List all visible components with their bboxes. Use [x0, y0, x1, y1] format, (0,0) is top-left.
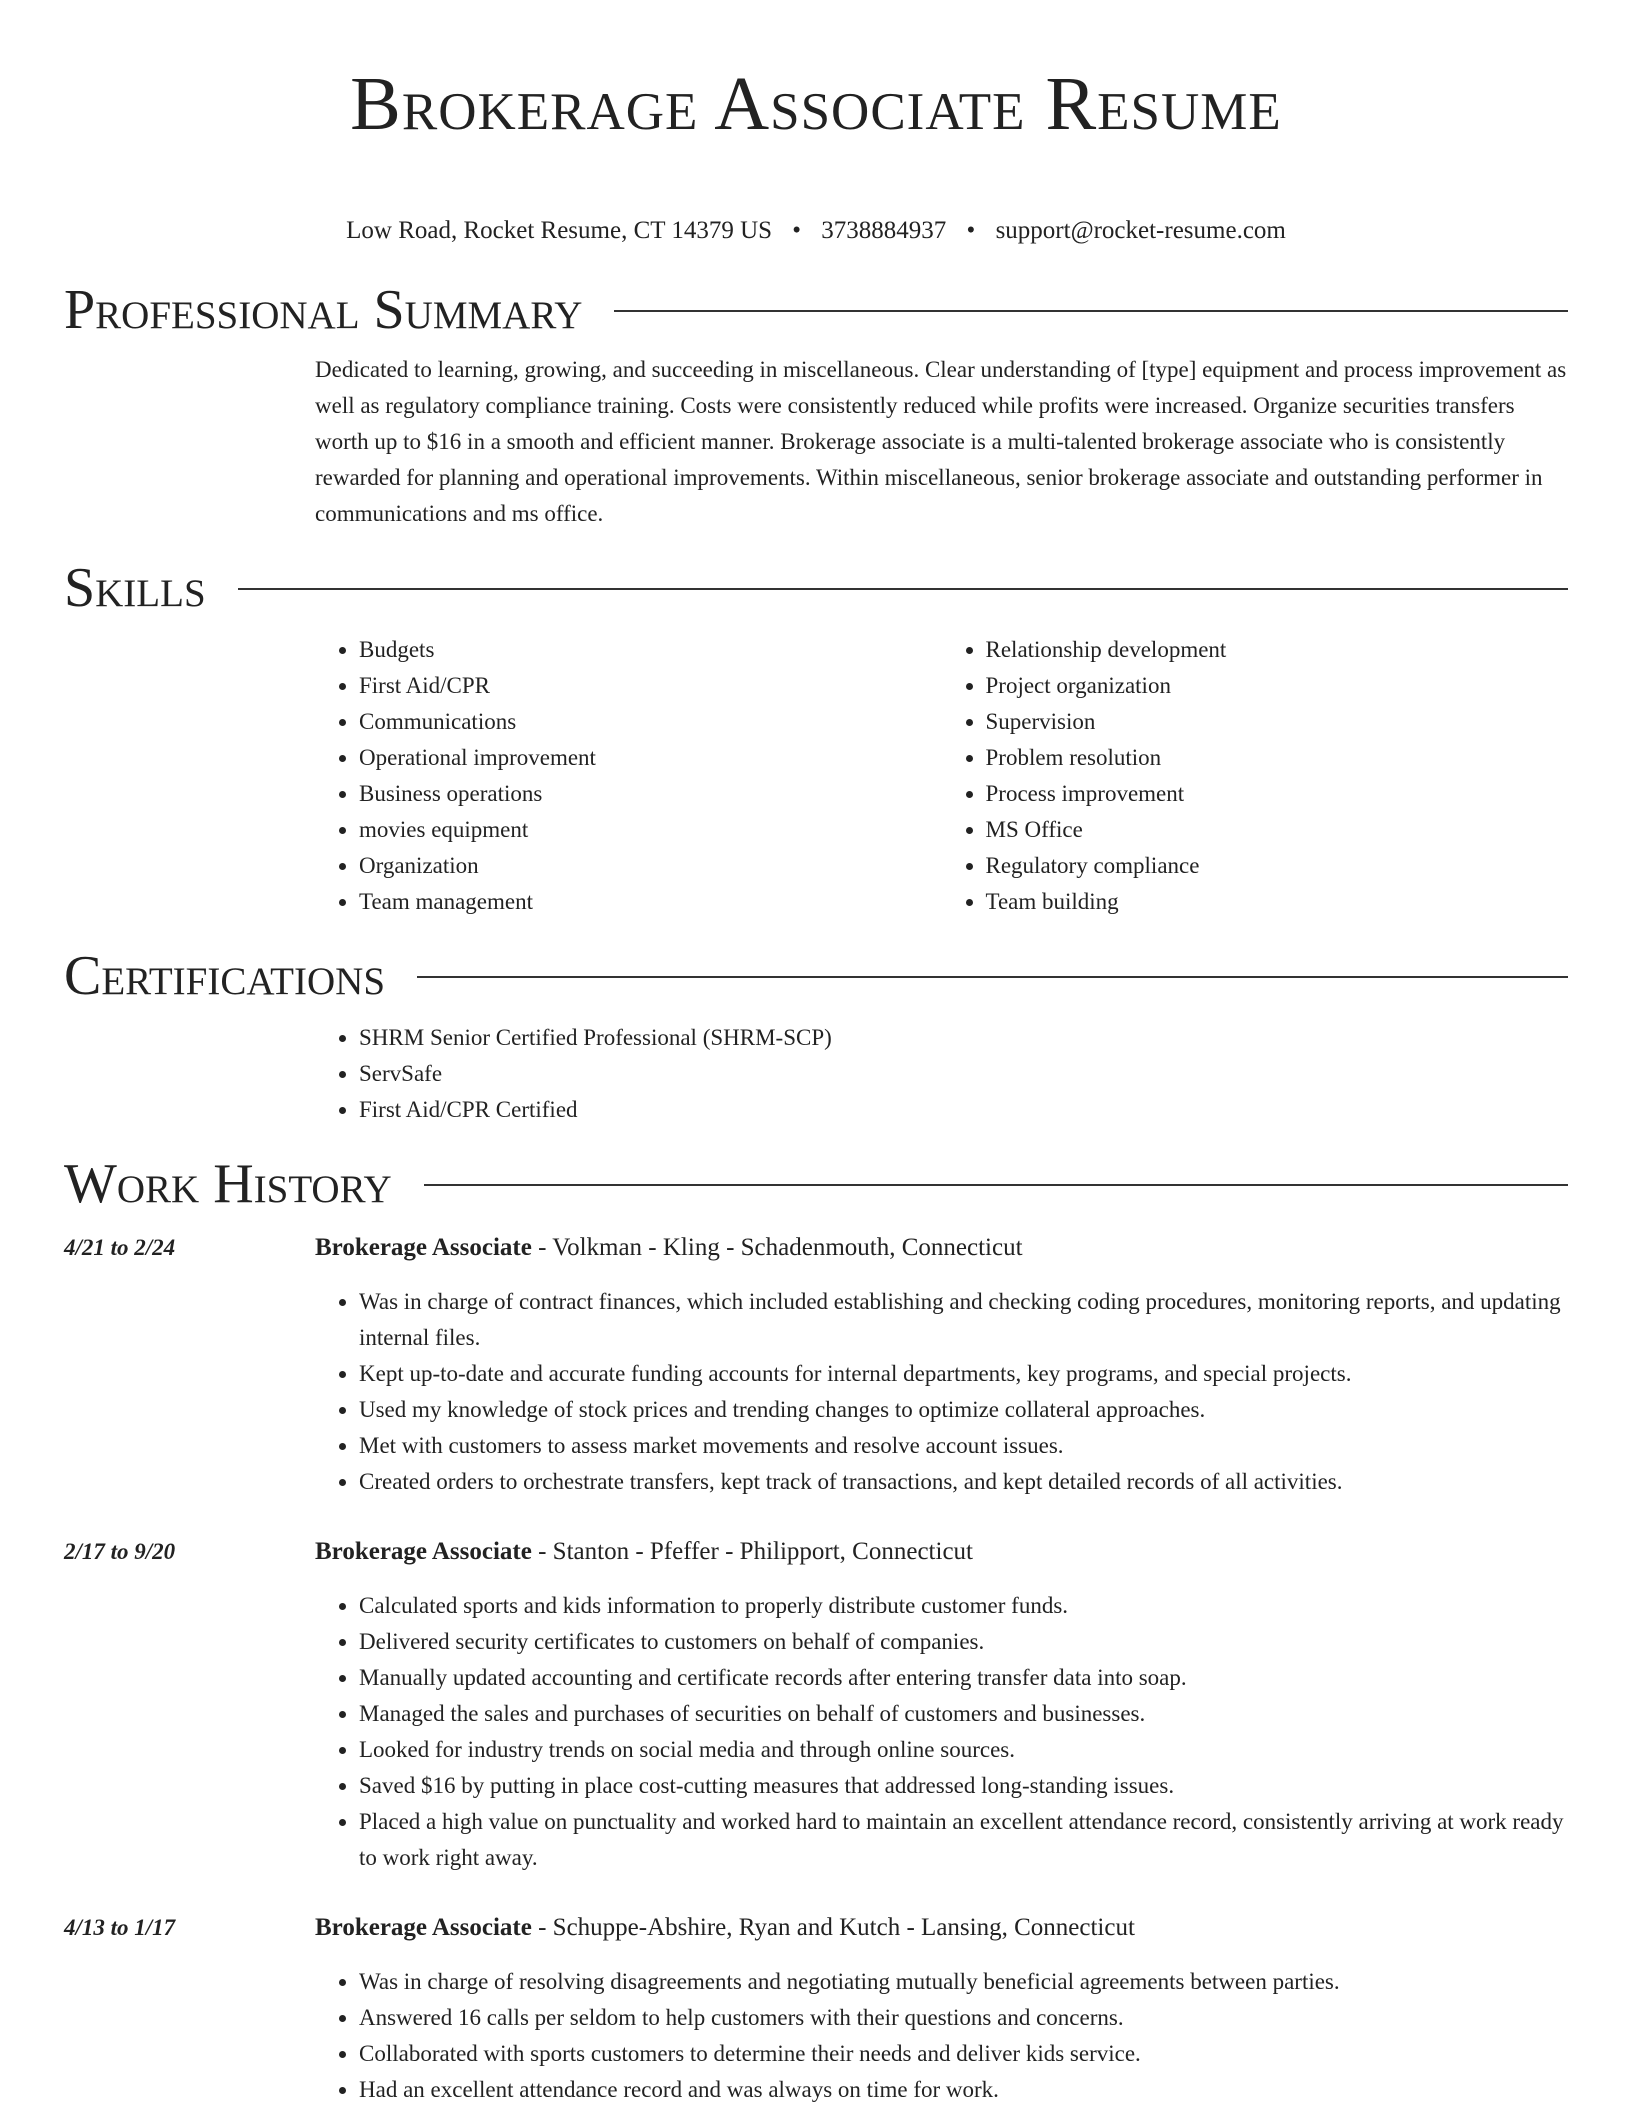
job-bullet: • Was in charge of contract finances, which included establishing and checking coding procedures, monitoring reports, and updating internal files. [359, 1284, 1568, 1356]
skill-item: • Project organization [986, 668, 1569, 704]
job-entry [64, 1534, 1568, 1876]
certification-item: • SHRM Senior Certified Professional (SHRM-SCP) [359, 1020, 1568, 1056]
skill-item: • Process improvement [986, 776, 1569, 812]
job-company: - Volkman - Kling - Schadenmouth, Connecticut [531, 1234, 1023, 1261]
job-dates: 2/17 to 9/20 [64, 1539, 176, 1564]
job-bullets [315, 1964, 1568, 2108]
section-title-skills: Skills [64, 557, 206, 619]
section-header [64, 944, 1568, 1008]
job-bullet: • Manually updated accounting and certificate records after entering transfer data into soap. [359, 1660, 1568, 1696]
job-title-line [315, 1534, 1568, 1570]
section-divider [238, 588, 1568, 590]
job-bullet: • Placed a high value on punctuality and worked hard to maintain an excellent attendance record, consistently arriving at work ready to work right away. [359, 1804, 1568, 1876]
separator-dot: • [966, 217, 976, 244]
certifications-section [64, 944, 1568, 1128]
skill-item: • movies equipment [359, 812, 942, 848]
skill-item: • Regulatory compliance [986, 848, 1569, 884]
job-bullet: • Answered 16 calls per seldom to help customers with their questions and concerns. [359, 2000, 1568, 2036]
skill-item: • First Aid/CPR [359, 668, 942, 704]
email: support@rocket-resume.com [995, 217, 1286, 244]
skill-item: • Team building [986, 884, 1569, 920]
separator-dot: • [792, 217, 802, 244]
job-bullet: • Delivered security certificates to customers on behalf of companies. [359, 1624, 1568, 1660]
job-bullets [315, 1284, 1568, 1500]
section-title-certifications: Certifications [64, 945, 386, 1007]
skill-item: • Supervision [986, 704, 1569, 740]
summary-section [64, 278, 1568, 532]
job-entry [64, 1910, 1568, 2108]
certification-item: • First Aid/CPR Certified [359, 1092, 1568, 1128]
job-entry [64, 1230, 1568, 1500]
section-header [64, 1152, 1568, 1216]
skills-section [64, 556, 1568, 920]
job-bullet: • Was in charge of resolving disagreements and negotiating mutually beneficial agreements between parties. [359, 1964, 1568, 2000]
skill-item: • Operational improvement [359, 740, 942, 776]
section-title-summary: Professional Summary [64, 279, 583, 341]
section-divider [614, 310, 1568, 312]
summary-text: Dedicated to learning, growing, and succeeding in miscellaneous. Clear understanding of [type] equipment and process improvement as well as regulatory compliance training. Costs were consistently reduced while profits were increased. Organize securities transfers worth up to $16 in a smooth and efficient manner. Brokerage associate is a multi-talented brokerage associate who is consistently rewarded for planning and operational improvements. Within miscellaneous, senior brokerage associate and outstanding performer in communications and ms office. [315, 357, 1567, 526]
skill-item: • Organization [359, 848, 942, 884]
resume-title: Brokerage Associate Resume [350, 62, 1282, 146]
skill-item: • Business operations [359, 776, 942, 812]
summary-body [315, 352, 1568, 532]
job-title-line [315, 1230, 1568, 1266]
job-details [315, 1230, 1568, 1500]
job-company: - Stanton - Pfeffer - Philipport, Connecticut [531, 1538, 973, 1565]
job-bullet: • Met with customers to assess market movements and resolve account issues. [359, 1428, 1568, 1464]
section-header [64, 278, 1568, 342]
skills-list-left [315, 632, 942, 920]
job-bullets [315, 1588, 1568, 1876]
skill-item: • Communications [359, 704, 942, 740]
job-bullet: • Calculated sports and kids information to properly distribute customer funds. [359, 1588, 1568, 1624]
job-bullet: • Created orders to orchestrate transfers, kept track of transactions, and kept detailed records of all activities. [359, 1464, 1568, 1500]
certifications-body [315, 1020, 1568, 1128]
job-role: Brokerage Associate [315, 1234, 532, 1261]
job-title-line [315, 1910, 1568, 1946]
job-role: Brokerage Associate [315, 1538, 532, 1565]
certification-item: • ServSafe [359, 1056, 1568, 1092]
section-divider [417, 976, 1568, 978]
skills-list-right [942, 632, 1569, 920]
section-divider [424, 1184, 1568, 1186]
job-role: Brokerage Associate [315, 1914, 532, 1941]
job-details [315, 1910, 1568, 2108]
job-bullet: • Saved $16 by putting in place cost-cutting measures that addressed long-standing issues. [359, 1768, 1568, 1804]
job-dates: 4/13 to 1/17 [64, 1915, 176, 1940]
job-company: - Schuppe-Abshire, Ryan and Kutch - Lansing, Connecticut [531, 1914, 1135, 1941]
skill-item: • Relationship development [986, 632, 1569, 668]
skills-grid [315, 632, 1568, 920]
job-bullet: • Kept up-to-date and accurate funding accounts for internal departments, key programs, and special projects. [359, 1356, 1568, 1392]
phone: 3738884937 [821, 217, 947, 244]
section-title-work-history: Work History [64, 1153, 392, 1215]
contact-line [64, 216, 1568, 246]
job-bullet: • Had an excellent attendance record and was always on time for work. [359, 2072, 1568, 2108]
certifications-list [315, 1020, 1568, 1128]
job-bullet: • Used my knowledge of stock prices and trending changes to optimize collateral approaches. [359, 1392, 1568, 1428]
skill-item: • Team management [359, 884, 942, 920]
skill-item: • Budgets [359, 632, 942, 668]
job-details [315, 1534, 1568, 1876]
address: Low Road, Rocket Resume, CT 14379 US [346, 217, 773, 244]
skill-item: • Problem resolution [986, 740, 1569, 776]
work-history-section [64, 1152, 1568, 2108]
job-bullet: • Collaborated with sports customers to determine their needs and deliver kids service. [359, 2036, 1568, 2072]
job-bullet: • Looked for industry trends on social media and through online sources. [359, 1732, 1568, 1768]
skill-item: • MS Office [986, 812, 1569, 848]
job-dates: 4/21 to 2/24 [64, 1235, 176, 1260]
job-bullet: • Managed the sales and purchases of securities on behalf of customers and businesses. [359, 1696, 1568, 1732]
section-header [64, 556, 1568, 620]
